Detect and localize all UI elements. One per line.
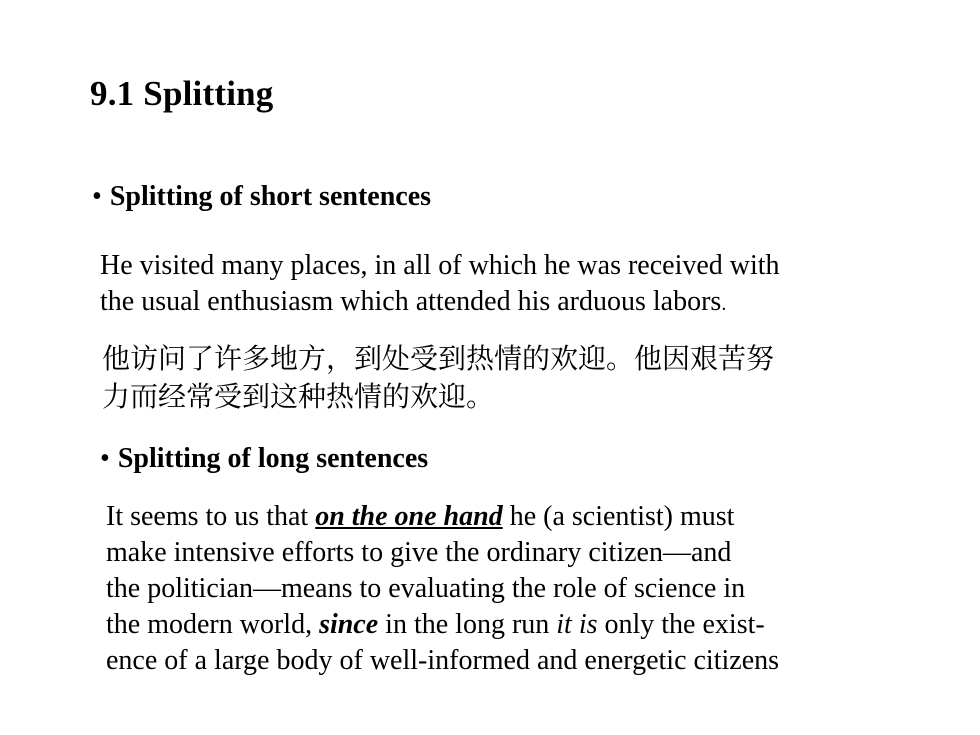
bullet-dot: • <box>100 443 110 474</box>
text-line: make intensive efforts to give the ordinary citizen—and <box>106 537 732 568</box>
bullet-heading: Splitting of short sentences <box>109 181 432 212</box>
chinese-translation <box>102 340 774 416</box>
bullet-short-sentences <box>92 181 431 213</box>
text-span: in the long run <box>378 609 557 640</box>
english-example-short <box>100 248 780 322</box>
text-line <box>106 499 779 535</box>
emphasis-word: since <box>319 609 379 640</box>
text-line: 力而经常受到这种热情的欢迎。 <box>102 380 495 413</box>
bullet-long-sentences <box>100 443 428 475</box>
english-example-long <box>106 499 779 679</box>
text-span: he (a scientist) must <box>502 501 735 532</box>
text-line <box>106 607 779 643</box>
text-line: He visited many places, in all of which he was received with <box>100 250 780 281</box>
italic-phrase: it is <box>556 609 598 640</box>
bullet-heading: Splitting of long sentences <box>117 443 429 474</box>
text-line: 他访问了许多地方，到处受到热情的欢迎。他因艰苦努 <box>102 342 775 375</box>
text-span: the usual enthusiasm which attended his arduous labors <box>100 286 722 317</box>
bullet-dot: • <box>92 181 102 212</box>
slide-title: 9.1 Splitting <box>90 74 274 113</box>
text-line <box>100 284 780 322</box>
emphasis-phrase: on the one hand <box>315 501 503 532</box>
text-span: It seems to us that <box>106 501 316 532</box>
period-mark: . <box>721 293 727 315</box>
text-span: the modern world, <box>106 609 320 640</box>
text-line: ence of a large body of well-informed and energetic citizens <box>106 645 780 676</box>
text-span: only the exist- <box>597 609 765 640</box>
text-line: the politician—means to evaluating the role of science in <box>106 573 746 604</box>
